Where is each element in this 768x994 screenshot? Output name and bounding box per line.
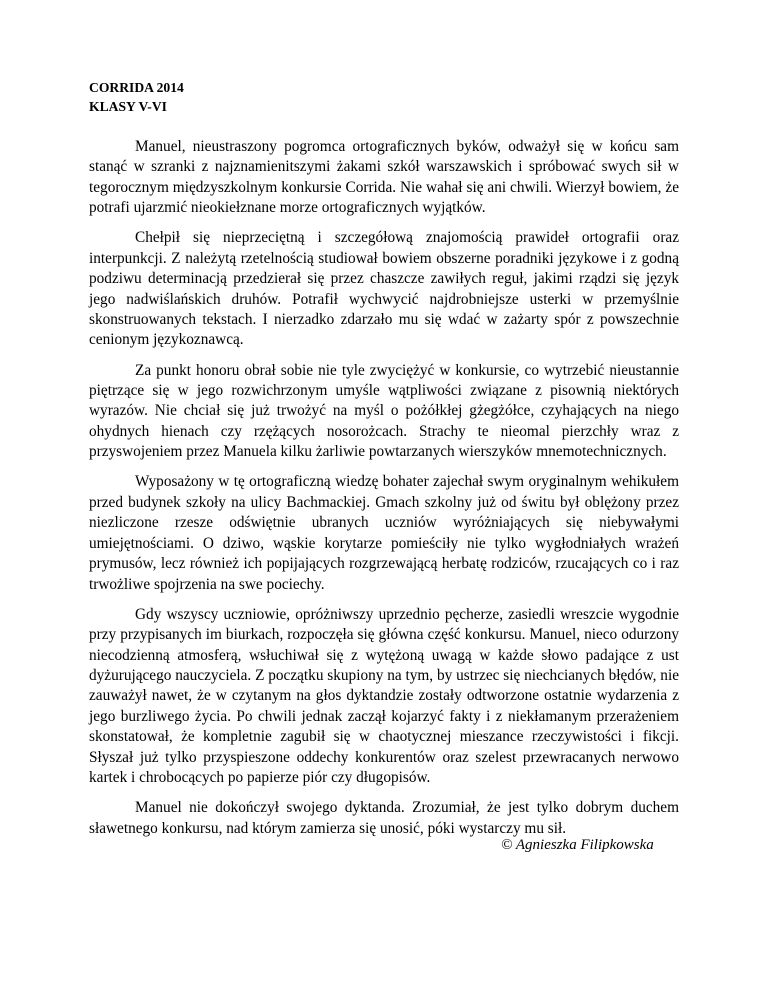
- document-body: [89, 78, 679, 849]
- document-title: CORRIDA 2014: [89, 80, 184, 95]
- author-signature: © Agnieszka Filipkowska: [501, 837, 654, 853]
- paragraph-2: Chełpił się nieprzeciętną i szczegółową znajomością prawideł ortografii oraz interpunkcji. Z należytą rzetelnością studiował bowiem obszerne poradniki językowe i z godną podziwu determinacją przedzierał się przez chaszcze zawiłych reguł, jakimi rządzi się język jego nadwiślańskich druhów. Potrafił wychwycić najdrobniejsze usterki w przemyślnie skonstruowanych tekstach. I nierzadko zdarzało mu się wdać w zażarty spór z powszechnie cenionym językoznawcą.: [89, 229, 679, 349]
- document-subtitle: KLASY V-VI: [89, 99, 167, 114]
- paragraph-5: Gdy wszyscy uczniowie, opróżniwszy uprzednio pęcherze, zasiedli wreszcie wygodnie przy przypisanych im biurkach, rozpoczęła się główna część konkursu. Manuel, nieco odurzony niecodzienną atmosferą, wsłuchiwał się z wytężoną uwagą w każde słowo padające z ust dyżurującego nauczyciela. Z początku skupiony na tym, by ustrzec się niechcianych błędów, nie zauważył nawet, że w czytanym na głos dyktandzie zostały odtworzone ostatnie wydarzenia z jego burzliwego życia. Po chwili jednak zaczął kojarzyć fakty i z niekłamanym przerażeniem skonstatował, że kompletnie zagubił się w chaotycznej mieszance rzeczywistości i fikcji. Słyszał już tylko przyspieszone oddechy konkurentów oraz szelest przewracanych nerwowo kartek i chrobocących po papierze piór czy długopisów.: [89, 605, 679, 786]
- paragraph-6: Manuel nie dokończył swojego dyktanda. Zrozumiał, że jest tylko dobrym duchem sławetnego konkursu, nad którym zamierza się unosić, póki wystarczy mu sił.: [89, 799, 679, 837]
- paragraph-3: Za punkt honoru obrał sobie nie tyle zwyciężyć w konkursie, co wytrzebić nieustannie piętrzące się w jego rozwichrzonym umyśle wątpliwości związane z pisownią niektórych wyrazów. Nie chciał się już trwożyć na myśl o pożółkłej gżegżółce, czyhających na niego ohydnych hienach czy rzężących nosorożcach. Strachy te nieomal pierzchły wraz z przyswojeniem przez Manuela kilku żarliwie powtarzanych wierszyków mnemotechnicznych.: [89, 361, 679, 461]
- paragraph-4: Wyposażony w tę ortograficzną wiedzę bohater zajechał swym oryginalnym wehikułem przed budynek szkoły na ulicy Bachmackiej. Gmach szkolny już od świtu był oblężony przez niezliczone rzesze odświętnie ubranych uczniów wyróżniających się niebywałymi umiejętnościami. O dziwo, wąskie korytarze pomieściły nie tylko wygłodniałych wrażeń prymusów, lecz również ich popijających rozgrzewającą herbatę rodziców, rzucających co i raz trwożliwe spojrzenia na swe pociechy.: [89, 473, 679, 593]
- paragraph-1: Manuel, nieustraszony pogromca ortograficznych byków, odważył się w końcu sam stanąć w szranki z najznamienitszymi żakami szkół warszawskich i spróbować swych sił w tegorocznym międzyszkolnym konkursie Corrida. Nie wahał się ani chwili. Wierzył bowiem, że potrafi ujarzmić nieokiełznane morze ortograficznych wyjątków.: [89, 138, 679, 217]
- document-heading: [89, 78, 679, 116]
